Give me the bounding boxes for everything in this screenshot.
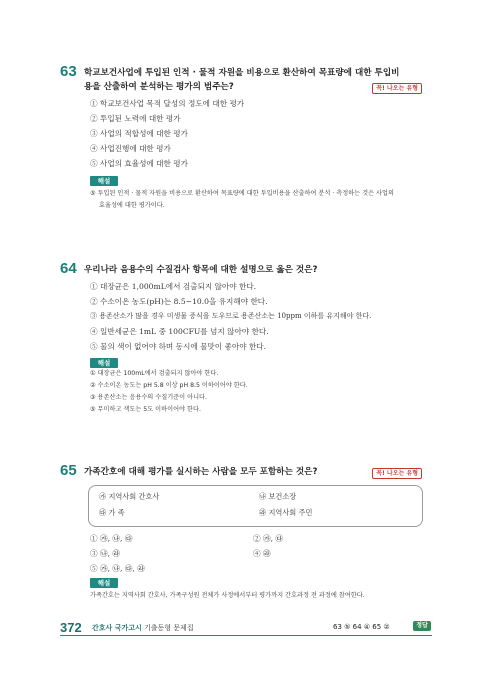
book-title — [92, 623, 194, 633]
book-title-part1: 간호사 국가고시 — [92, 624, 142, 632]
question-text: 학교보건사업에 투입된 인적 · 물적 자원을 비용으로 환산하여 목표량에 대한 투입비용을 산출하여 분석하는 평가의 범주는? — [84, 68, 400, 92]
choice-box — [88, 485, 423, 527]
question-number: 65 — [60, 462, 77, 479]
explanation-line: ③ 용존산소는 음용수의 수질기준이 아니다. — [90, 394, 207, 401]
question-number: 63 — [60, 63, 77, 80]
explanation-label: 해설 — [90, 578, 118, 588]
explanation-line: ② 수소이온 농도는 pH 5.8 이상 pH 8.5 이하이어야 한다. — [90, 382, 248, 389]
explanation-line: 가족간호는 지역사회 간호사, 가족구성원 전체가 사정에서부터 평가까지 간호과정 전 과정에 참여한다. — [90, 592, 365, 599]
option[interactable]: ③ 사업의 적합성에 대한 평가 — [90, 129, 188, 138]
option[interactable]: ④ 일반세균은 1mL 중 100CFU를 넘지 않아야 한다. — [90, 327, 269, 336]
explanation-64 — [90, 368, 248, 416]
options-64 — [90, 279, 371, 354]
box-item: ㉰ 가 족 — [99, 508, 125, 517]
explanation-65 — [90, 590, 365, 602]
option[interactable]: ① ㉮, ㉯, ㉰ — [90, 534, 133, 543]
options-65-left — [90, 531, 145, 576]
option[interactable]: ④ ㉱ — [253, 549, 271, 558]
answer-badge: 정답 — [413, 621, 431, 631]
box-item: ㉮ 지역사회 간호사 — [99, 492, 160, 501]
footer-divider — [60, 635, 432, 636]
book-title-part2: 기출동형 문제집 — [144, 624, 194, 632]
explanation-line: ① 대장균은 100mL에서 검출되지 않아야 한다. — [90, 370, 219, 377]
question-number: 64 — [60, 260, 77, 277]
question-text: 우리나라 음용수의 수질검사 항목에 대한 설명으로 옳은 것은? — [84, 265, 318, 275]
answer-key: 63 ⑤ 64 ④ 65 ② — [333, 623, 390, 631]
option[interactable]: ⑤ 물의 색이 없어야 하며 동시에 물맛이 좋아야 한다. — [90, 342, 267, 351]
option[interactable]: ⑤ 사업의 효율성에 대한 평가 — [90, 159, 188, 168]
option[interactable]: ③ 용존산소가 많을 경우 미생물 증식을 도우므로 용존산소는 10ppm 이하를 유지해야 한다. — [90, 312, 372, 320]
box-item: ㉱ 지역사회 주민 — [259, 508, 313, 517]
page-number: 372 — [60, 620, 82, 635]
explanation-label: 해설 — [90, 176, 118, 186]
option[interactable]: ① 학교보건사업 목적 달성의 정도에 대한 평가 — [90, 99, 245, 108]
option[interactable]: ② 수소이온 농도(pH)는 8.5~10.0을 유지해야 한다. — [90, 297, 268, 306]
box-item: ㉯ 보건소장 — [259, 492, 297, 501]
question-text: 가족간호에 대해 평가를 실시하는 사람을 모두 포함하는 것은? — [84, 467, 318, 477]
options-63 — [90, 96, 244, 171]
option[interactable]: ② ㉮, ㉰ — [253, 534, 284, 543]
frequent-type-badge: 꼭! 나오는 유형 — [372, 468, 422, 479]
explanation-line: ⑤ 무미하고 색도는 5도 이하이어야 한다. — [90, 406, 201, 413]
explanation-line: 효율성에 대한 평가이다. — [99, 202, 165, 209]
option[interactable]: ③ ㉯, ㉱ — [90, 549, 121, 558]
explanation-63 — [90, 188, 394, 212]
option[interactable]: ④ 사업진행에 대한 평가 — [90, 144, 171, 153]
frequent-type-badge: 꼭! 나오는 유형 — [372, 83, 422, 94]
options-65-right — [253, 531, 283, 561]
option[interactable]: ⑤ ㉮, ㉯, ㉰, ㉱ — [90, 564, 145, 573]
explanation-label: 해설 — [90, 358, 118, 368]
explanation-line: ⑤ 투입된 인적 · 물적 자원을 비용으로 환산하여 목표량에 대한 투입비용을 산출하여 분석 · 측정하는 것은 사업의 — [90, 190, 394, 197]
option[interactable]: ① 대장균은 1,000mL에서 검출되지 않아야 한다. — [90, 282, 257, 291]
option[interactable]: ② 투입된 노력에 대한 평가 — [90, 114, 181, 123]
